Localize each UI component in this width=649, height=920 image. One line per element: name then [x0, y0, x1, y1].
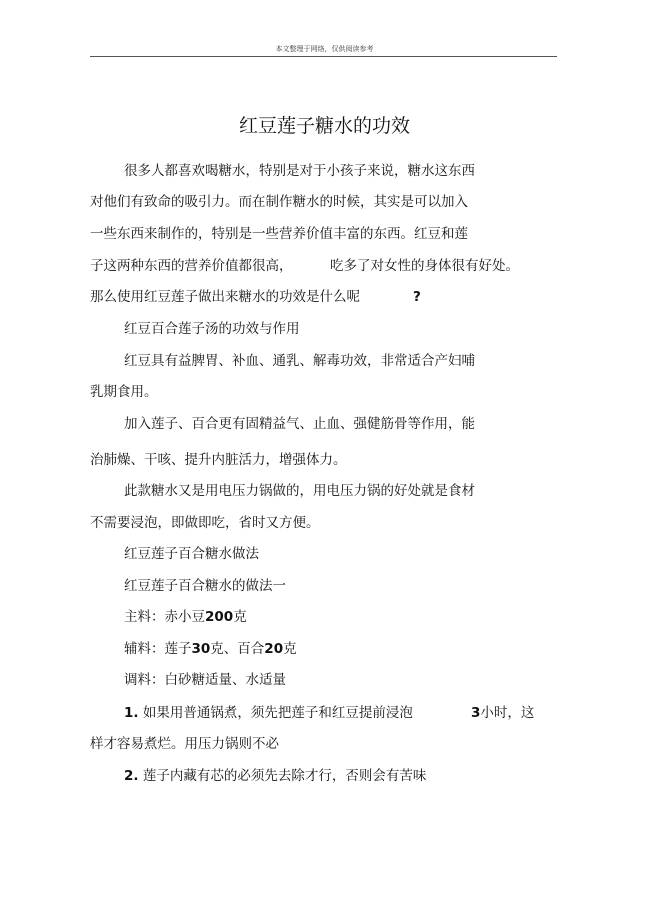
step-1: 1. 如果用普通锅煮，须先把莲子和红豆提前浸泡: [124, 705, 413, 721]
paragraph-line: 治肺燥、干咳、提升内脏活力，增强体力。: [90, 452, 347, 468]
section-heading: 红豆莲子百合糖水的做法一: [124, 578, 286, 594]
section-heading: 红豆莲子百合糖水做法: [124, 546, 259, 562]
paragraph-line: 吃多了对女性的身体很有好处。: [330, 258, 519, 274]
paragraph-line: 不需要浸泡，即做即吃，省时又方便。: [90, 515, 320, 531]
paragraph-line: 此款糖水又是用电压力锅做的，用电压力锅的好处就是食材: [124, 483, 475, 499]
paragraph-line: 加入莲子、百合更有固精益气、止血、强健筋骨等作用，能: [124, 416, 475, 432]
paragraph-line: 乳期食用。: [90, 384, 158, 400]
paragraph-line: 那么使用红豆莲子做出来糖水的功效是什么呢: [90, 289, 360, 305]
paragraph-line: 对他们有致命的吸引力。而在制作糖水的时候，其实是可以加入: [90, 194, 468, 210]
step-2: 2. 莲子内藏有芯的必须先去除才行，否则会有苦味: [124, 768, 427, 784]
paragraph-line: 红豆具有益脾胃、补血、通乳、解毒功效，非常适合产妇哺: [124, 353, 475, 369]
ingredient-auxiliary: 辅料：莲子30克、百合20克: [124, 641, 297, 657]
ingredient-main: 主料：赤小豆200克: [124, 609, 247, 625]
header-note: 本文整理于网络，仅供阅读参考: [275, 45, 374, 53]
step-1-continued: 3小时，这: [471, 705, 535, 721]
section-heading: 红豆百合莲子汤的功效与作用: [124, 321, 300, 337]
page-title: 红豆莲子糖水的功效: [238, 115, 410, 137]
paragraph-line: ?: [413, 289, 421, 305]
paragraph-line: 一些东西来制作的，特别是一些营养价值丰富的东西。红豆和莲: [90, 226, 468, 242]
paragraph-line: 子这两种东西的营养价值都很高，: [90, 258, 293, 274]
paragraph-line: 样才容易煮烂。用压力锅则不必: [90, 736, 279, 752]
paragraph-line: 很多人都喜欢喝糖水，特别是对于小孩子来说，糖水这东西: [124, 163, 475, 179]
ingredient-seasoning: 调料：白砂糖适量、水适量: [124, 672, 286, 688]
header-divider: [90, 56, 557, 57]
